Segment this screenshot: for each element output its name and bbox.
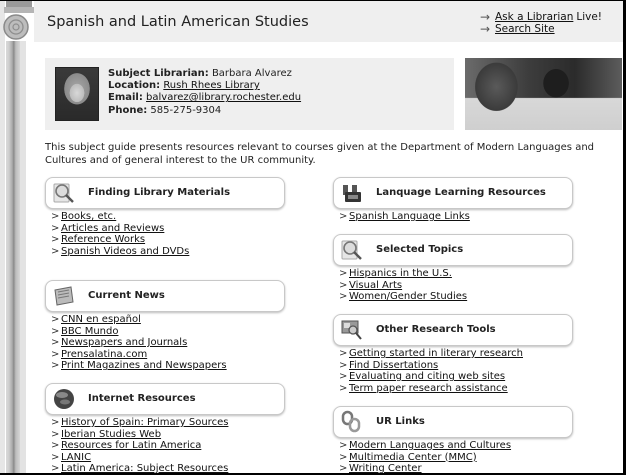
subject-librarian-name: Barbara Alvarez — [211, 68, 292, 79]
section-link-list — [339, 440, 573, 473]
location-link[interactable]: Rush Rhees Library — [163, 80, 260, 92]
resource-link[interactable]: Visual Arts — [349, 279, 403, 291]
header-band — [34, 1, 623, 42]
column-capital-icon — [2, 1, 34, 45]
list-item — [339, 463, 573, 473]
bullet-chevron-icon: > — [51, 314, 60, 325]
resource-link[interactable]: LANIC — [61, 451, 92, 463]
section-selected-topics — [333, 234, 573, 303]
section-internet-resources — [45, 383, 285, 473]
bullet-chevron-icon: > — [339, 451, 348, 463]
list-item — [51, 211, 285, 223]
resource-link[interactable]: Resources for Latin America — [61, 440, 202, 451]
list-item — [339, 291, 573, 303]
computer-search-icon — [340, 318, 364, 342]
section-link-list — [51, 211, 285, 257]
email-label: Email: — [108, 92, 143, 104]
quick-links — [480, 11, 602, 35]
section-link-list — [51, 417, 285, 473]
section-title: Other Research Tools — [376, 324, 496, 335]
newspaper-icon — [52, 284, 76, 308]
magnifier-icon — [340, 238, 364, 262]
bullet-chevron-icon: > — [339, 440, 348, 451]
bullet-chevron-icon: > — [51, 417, 60, 428]
list-item — [51, 417, 285, 429]
resource-link[interactable]: Find Dissertations — [349, 359, 439, 371]
arrow-right-icon: → — [480, 10, 491, 24]
resource-link[interactable]: Books, etc. — [61, 211, 117, 222]
resource-link[interactable]: Articles and Reviews — [61, 222, 165, 234]
column-decoration — [0, 1, 40, 473]
bullet-chevron-icon: > — [339, 348, 348, 359]
list-item — [339, 280, 573, 292]
section-title: Selected Topics — [376, 244, 464, 255]
magnifier-icon — [52, 181, 76, 205]
section-ur-links — [333, 406, 573, 473]
list-item — [339, 348, 573, 360]
bullet-chevron-icon: > — [51, 451, 60, 463]
resource-link[interactable]: Writing Center — [349, 463, 422, 473]
section-header — [333, 234, 573, 266]
intro-text: This subject guide presents resources relevant to courses given at the Department of Modern Languages and Cultures and of general interest to the UR community. — [45, 142, 595, 166]
resource-link[interactable]: Getting started in literary research — [349, 348, 523, 359]
bullet-chevron-icon: > — [51, 337, 60, 348]
list-item — [51, 337, 285, 349]
arrow-right-icon: → — [480, 22, 491, 36]
bullet-chevron-icon: > — [339, 371, 348, 382]
section-other-research-tools — [333, 314, 573, 394]
bullet-chevron-icon: > — [51, 245, 60, 257]
resource-link[interactable]: Hispanics in the U.S. — [349, 268, 452, 279]
section-link-list — [339, 268, 573, 303]
globe-icon — [52, 387, 76, 411]
bullet-chevron-icon: > — [51, 234, 60, 245]
chain-link-icon — [340, 410, 364, 434]
librarian-photo — [55, 67, 99, 121]
bullet-chevron-icon: > — [51, 428, 60, 440]
bullet-chevron-icon: > — [51, 463, 60, 473]
search-site-link[interactable]: Search Site — [495, 23, 555, 35]
section-link-list — [339, 211, 573, 223]
resource-link[interactable]: Term paper research assistance — [349, 382, 508, 394]
bullet-chevron-icon: > — [339, 359, 348, 371]
bullet-chevron-icon: > — [339, 211, 348, 222]
resource-link[interactable]: History of Spain: Primary Sources — [61, 417, 229, 428]
section-header — [333, 314, 573, 346]
list-item — [51, 452, 285, 464]
list-item — [339, 268, 573, 280]
resource-link[interactable]: Spanish Language Links — [349, 211, 470, 222]
resource-link[interactable]: Reference Works — [61, 234, 146, 245]
bullet-chevron-icon: > — [51, 440, 60, 451]
section-link-list — [51, 314, 285, 372]
resource-link[interactable]: Latin America: Subject Resources — [61, 463, 229, 473]
librarian-box — [45, 58, 454, 130]
live-label: Live! — [576, 11, 603, 23]
section-title: Current News — [88, 290, 165, 301]
section-title: Finding Library Materials — [88, 187, 231, 198]
resource-link[interactable]: Modern Languages and Cultures — [349, 440, 512, 451]
list-item — [51, 314, 285, 326]
search-site-row — [480, 23, 602, 35]
phone-value: 585-275-9304 — [150, 104, 222, 116]
resource-link[interactable]: Women/Gender Studies — [349, 291, 468, 302]
bullet-chevron-icon: > — [51, 211, 60, 222]
ask-a-librarian-link[interactable]: Ask a Librarian — [495, 11, 574, 23]
section-header — [333, 177, 573, 209]
resource-link[interactable]: Spanish Videos and DVDs — [61, 245, 190, 257]
list-item — [51, 360, 285, 372]
section-link-list — [339, 348, 573, 394]
list-item — [51, 223, 285, 235]
list-item — [339, 452, 573, 464]
section-header — [45, 177, 285, 209]
section-language-learning-resources — [333, 177, 573, 223]
bullet-chevron-icon: > — [51, 348, 60, 360]
bullet-chevron-icon: > — [51, 325, 60, 337]
list-item — [51, 440, 285, 452]
section-title: UR Links — [376, 416, 425, 427]
page-title: Spanish and Latin American Studies — [47, 14, 309, 30]
bullet-chevron-icon: > — [51, 360, 60, 371]
section-header — [45, 383, 285, 415]
resource-link[interactable]: BBC Mundo — [61, 325, 119, 337]
resource-link[interactable]: CNN en español — [61, 314, 141, 325]
list-item — [51, 326, 285, 338]
bullet-chevron-icon: > — [339, 279, 348, 291]
bullet-chevron-icon: > — [339, 382, 348, 394]
page — [0, 1, 623, 473]
resource-link[interactable]: Evaluating and citing web sites — [349, 371, 506, 382]
resource-link[interactable]: Print Magazines and Newspapers — [61, 360, 227, 371]
email-link[interactable]: balvarez@library.rochester.edu — [146, 92, 302, 104]
bullet-chevron-icon: > — [339, 268, 348, 279]
resource-link[interactable]: Iberian Studies Web — [61, 428, 162, 440]
list-item — [51, 463, 285, 473]
bullet-chevron-icon: > — [339, 291, 348, 302]
list-item — [51, 349, 285, 361]
bullet-chevron-icon: > — [339, 463, 348, 473]
section-finding-library-materials — [45, 177, 285, 257]
list-item — [51, 429, 285, 441]
students-study-photo — [465, 58, 622, 130]
section-header — [45, 280, 285, 312]
list-item — [339, 211, 573, 223]
list-item — [339, 360, 573, 372]
resource-link[interactable]: Prensalatina.com — [61, 348, 148, 360]
section-title: Lanquage Learning Resources — [376, 187, 546, 198]
list-item — [339, 371, 573, 383]
phone-label: Phone: — [108, 104, 148, 116]
resource-link[interactable]: Multimedia Center (MMC) — [349, 451, 477, 463]
resource-link[interactable]: Newspapers and Journals — [61, 337, 188, 348]
subject-librarian-label: Subject Librarian: — [108, 68, 209, 79]
list-item — [339, 383, 573, 395]
section-current-news — [45, 280, 285, 372]
ask-librarian-row — [480, 11, 602, 23]
section-title: Internet Resources — [88, 393, 196, 404]
librarian-info — [108, 68, 301, 117]
list-item — [51, 246, 285, 258]
bullet-chevron-icon: > — [51, 222, 60, 234]
headset-icon — [340, 181, 364, 205]
list-item — [51, 234, 285, 246]
section-header — [333, 406, 573, 438]
list-item — [339, 440, 573, 452]
location-label: Location: — [108, 80, 161, 92]
